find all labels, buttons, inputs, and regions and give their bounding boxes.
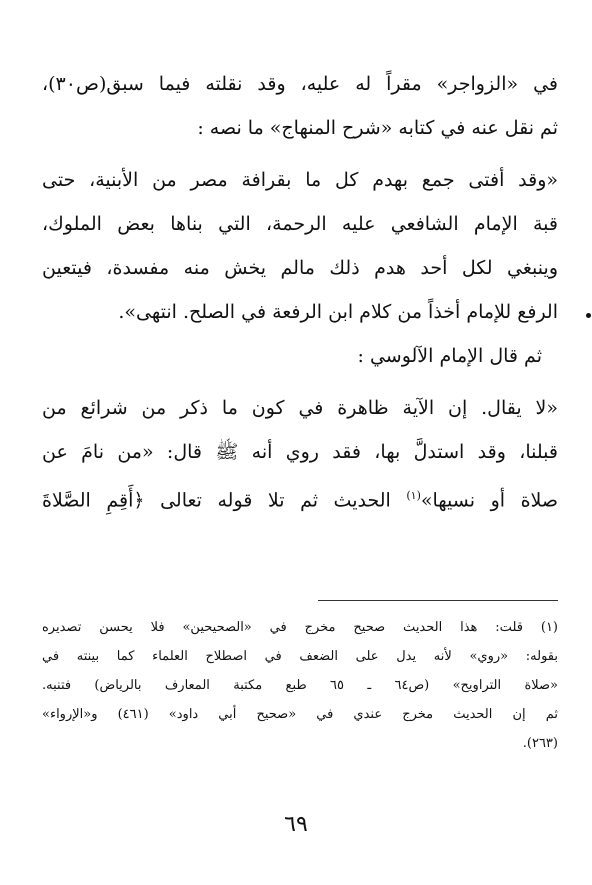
text-segment: الحديث ثم تلا قوله تعالى ﴿أَقِمِ الصَّلاةَ bbox=[42, 489, 391, 512]
text-line: قبلنا، وقد استدلَّ بها، فقد روي أنه ﷺ قال: «من نامَ عن bbox=[42, 441, 558, 463]
text-line: ثم نقل عنه في كتابه «شرح المنهاج» ما نصه : bbox=[197, 117, 558, 139]
footnote-line: بقوله: «روي» لأنه يدل على الضعف في اصطلاح العلماء كما بينته في bbox=[42, 649, 558, 664]
footnote-reference: (١) bbox=[406, 489, 421, 502]
footnotes bbox=[42, 613, 558, 758]
text-line: «وقد أفتى جمع بهدم كل ما بقرافة مصر من الأبنية، حتى bbox=[42, 169, 558, 191]
text-line: ثم قال الإمام الآلوسي : bbox=[357, 345, 542, 367]
text-line: الرفع للإمام أخذاً من كلام ابن الرفعة في الصلح. انتهى». bbox=[118, 301, 558, 323]
text-line: في «الزواجر» مقراً له عليه، وقد نقلته فيما سبق(ص٣٠)، bbox=[42, 73, 558, 95]
margin-mark bbox=[586, 313, 591, 318]
footnote-line: ثم إن الحديث مخرج عندي في «صحيح أبي داود» (٤٦١) و«الإرواء» bbox=[42, 707, 558, 722]
main-text bbox=[42, 62, 558, 518]
footnote-separator bbox=[318, 600, 558, 601]
text-segment: صلاة أو نسيها» bbox=[420, 489, 558, 512]
footnote-line: (١) قلت: هذا الحديث صحيح مخرج في «الصحيحين» فلا يحسن تصديره bbox=[42, 620, 558, 635]
text-line: «لا يقال. إن الآية ظاهرة في كون ما ذكر من شرائع من bbox=[42, 397, 558, 419]
text-line: قبة الإمام الشافعي عليه الرحمة، التي بناها بعض الملوك، bbox=[42, 213, 558, 235]
text-line: وينبغي لكل أحد هدم ذلك مالم يخش منه مفسدة، فيتعين bbox=[42, 257, 558, 279]
footnote-line: (٢٦٣). bbox=[522, 736, 558, 751]
page-number: ٦٩ bbox=[284, 812, 308, 837]
footnote-line: «صلاة التراويح» (ص٦٤ ـ ٦٥ طبع مكتبة المعارف بالرياض) فتنبه. bbox=[42, 678, 558, 693]
text-line-with-footnote bbox=[42, 474, 558, 518]
